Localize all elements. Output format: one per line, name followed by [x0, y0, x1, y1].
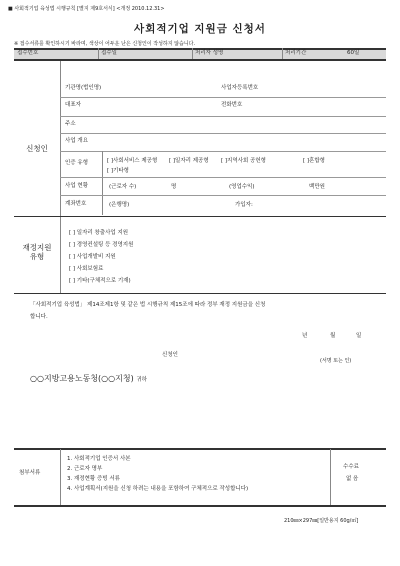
revenue-label: (영업수익) — [229, 184, 255, 190]
attachment-item-3: 3. 재정현황 증빙 서류 — [67, 476, 120, 482]
date-day: 일 — [356, 333, 362, 339]
cert-option-mixed[interactable]: [ ]혼합형 — [303, 158, 325, 164]
period-label: 처리기간 — [285, 50, 307, 56]
attachment-item-2: 2. 근로자 명부 — [67, 466, 103, 472]
biz-summary-label: 사업 개요 — [65, 138, 89, 144]
support-option-jobs[interactable]: [ ] 일자리 창출사업 지원 — [69, 230, 129, 236]
holder-label: 가입자: — [235, 202, 253, 208]
recipient-line — [30, 374, 147, 385]
support-option-dev[interactable]: [ ] 사업개발비 지원 — [69, 254, 116, 260]
bullet-icon: ■ — [8, 6, 13, 12]
receipt-no-label: 접수번호 — [17, 50, 39, 56]
attachments-label: 첨부서류 — [19, 470, 41, 476]
recipient-office: ○○지방고용노동청(○○지청) — [30, 374, 134, 383]
employees-label: (근로자 수) — [109, 184, 137, 190]
org-name-label: 기관명(법인명) — [65, 85, 102, 91]
regulation-line — [8, 6, 165, 12]
cert-option-social[interactable]: [ ]사회서비스 제공형 — [107, 158, 158, 164]
declaration-line-2: 합니다. — [30, 314, 48, 320]
attachment-item-4: 4. 사업계획서(지원을 신청 하려는 내용을 포함하여 구체적으로 작성합니다) — [67, 486, 249, 492]
account-label: 계좌번호 — [65, 201, 87, 207]
receipt-date-label: 접수일 — [101, 50, 117, 56]
fee-value: 없 음 — [346, 476, 359, 482]
regulation-text: 사회적기업 육성법 시행규칙 [별지 제9호서식] <개정 2010.12.31> — [14, 6, 165, 12]
biz-status-label: 사업 현황 — [65, 183, 89, 189]
support-option-consulting[interactable]: [ ] 경영컨설팅 등 경영지원 — [69, 242, 134, 248]
support-option-other[interactable]: [ ] 기타(구체적으로 기재) — [69, 278, 131, 284]
processor-label: 처리자 성명 — [195, 50, 224, 56]
biz-reg-no-label: 사업자등록번호 — [221, 85, 259, 91]
bank-label: (은행명) — [109, 202, 130, 208]
date-year: 년 — [302, 333, 308, 339]
support-option-insurance[interactable]: [ ] 사회보험료 — [69, 266, 104, 272]
cert-option-other[interactable]: [ ]기타형 — [107, 168, 129, 174]
recipient-suffix: 귀하 — [136, 377, 147, 383]
attachment-item-1: 1. 사회적기업 인증서 사본 — [67, 456, 131, 462]
date-month: 월 — [330, 333, 336, 339]
declaration-line-1: 「사회적기업 육성법」 제14조제1항 및 같은 법 시행규칙 제15조에 따라 정부 재정 지원금을 신청 — [30, 302, 266, 308]
form-note: ※ 접수서류를 확인하시기 바라며, 색상이 어두운 난은 신청인이 작성하지 않습니다. — [14, 41, 196, 47]
sign-note: (서명 또는 인) — [320, 358, 352, 364]
employees-unit: 명 — [171, 184, 177, 190]
cert-option-jobs[interactable]: [ ]일자리 제공형 — [169, 158, 209, 164]
phone-label: 전화번호 — [221, 102, 243, 108]
period-value: 60일 — [347, 50, 360, 56]
address-label: 주소 — [65, 121, 76, 127]
cert-option-community[interactable]: [ ]지역사회 공헌형 — [221, 158, 266, 164]
fee-label: 수수료 — [343, 464, 359, 470]
support-section-label: 재정지원 유형 — [22, 243, 52, 261]
cert-type-label: 인증 유형 — [65, 160, 89, 166]
applicant-section-label: 신청인 — [26, 144, 48, 153]
form-title: 사회적기업 지원금 신청서 — [134, 23, 266, 35]
applicant-sign-label: 신청인 — [162, 352, 178, 358]
representative-label: 대표자 — [65, 102, 81, 108]
revenue-unit: 백만원 — [309, 184, 325, 190]
paper-spec: 210㎜×297㎜[일반용지 60g/㎡] — [284, 518, 359, 524]
